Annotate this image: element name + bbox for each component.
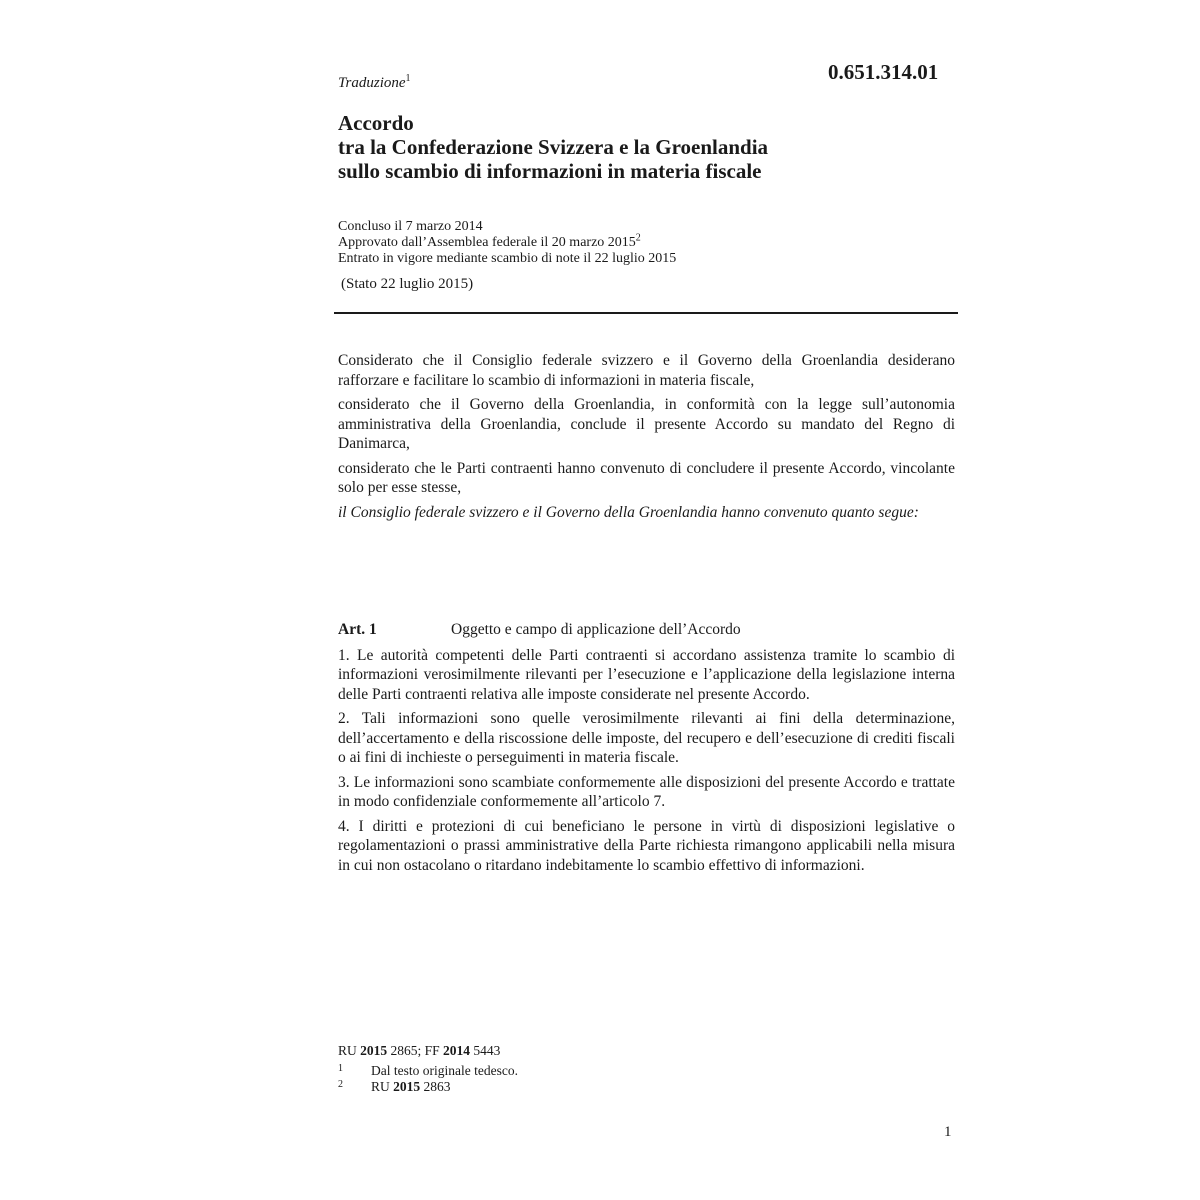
sr-number: 0.651.314.01 bbox=[828, 60, 939, 84]
footnote-number: 2 bbox=[338, 1079, 343, 1090]
footnote-2 bbox=[338, 1079, 955, 1095]
article-paragraph: 3. Le informazioni sono scambiate conformemente alle disposizioni del presente Accordo e trattate in modo confidenziale conformemente all’articolo 7. bbox=[338, 773, 955, 810]
article-number: Art. 1 bbox=[338, 621, 377, 638]
title-line-1: Accordo bbox=[338, 111, 414, 135]
footnotes bbox=[338, 1043, 955, 1095]
preamble-paragraph: considerato che il Governo della Groenlandia, in conformità con la legge sull’autonomia amministrativa della Groenlandia, conclude il presente Accordo su mandato del Regno di Danimarca, bbox=[338, 396, 955, 452]
preamble-conclusion: il Consiglio federale svizzero e il Governo della Groenlandia hanno convenuto quanto segue: bbox=[338, 503, 919, 521]
document-meta bbox=[338, 219, 958, 267]
ff-page: 5443 bbox=[473, 1043, 501, 1058]
footnote-ref-2[interactable]: 2 bbox=[635, 232, 641, 244]
footnote-number: 1 bbox=[338, 1063, 343, 1074]
fn2-year: 2015 bbox=[393, 1079, 421, 1094]
approved-text: Approvato dall’Assemblea federale il 20 marzo 2015 bbox=[338, 235, 636, 250]
fn2-prefix: RU bbox=[371, 1079, 390, 1094]
footnote-ref-1[interactable]: 1 bbox=[405, 73, 411, 84]
article-paragraph: 2. Tali informazioni sono quelle verosimilmente rilevanti ai fini della determinazione, dell’accertamento e della riscossione delle imposte, del recupero e dell’esecuzione di crediti fiscali o ai fini di inchieste o perseguimenti in materia fiscale. bbox=[338, 710, 955, 766]
ff-year: 2014 bbox=[443, 1043, 471, 1058]
ru-page: 2865; FF bbox=[390, 1043, 440, 1058]
preamble bbox=[338, 351, 955, 527]
footnote-1 bbox=[338, 1063, 955, 1079]
translation-label bbox=[338, 75, 411, 92]
title-line-2: tra la Confederazione Svizzera e la Groenlandia bbox=[338, 135, 769, 159]
preamble-paragraph: Considerato che il Consiglio federale svizzero e il Governo della Groenlandia desiderano rafforzare e facilitare lo scambio di informazioni in materia fiscale, bbox=[338, 352, 955, 389]
article-title: Oggetto e campo di applicazione dell’Accordo bbox=[451, 621, 741, 638]
document-title bbox=[338, 111, 958, 183]
article-1 bbox=[338, 620, 955, 880]
approved-date bbox=[338, 232, 958, 251]
publication-reference bbox=[338, 1043, 955, 1059]
status-date: (Stato 22 luglio 2015) bbox=[341, 276, 474, 292]
header-divider bbox=[334, 312, 958, 314]
ru-label: RU bbox=[338, 1043, 357, 1058]
in-force-date: Entrato in vigore mediante scambio di note il 22 luglio 2015 bbox=[338, 251, 677, 266]
title-line-3: sullo scambio di informazioni in materia fiscale bbox=[338, 159, 762, 183]
footnote-text bbox=[371, 1079, 451, 1095]
concluded-date: Concluso il 7 marzo 2014 bbox=[338, 219, 483, 234]
ru-year: 2015 bbox=[360, 1043, 388, 1058]
fn2-page: 2863 bbox=[423, 1079, 451, 1094]
translation-text: Traduzione bbox=[338, 75, 406, 91]
preamble-paragraph: considerato che le Parti contraenti hanno convenuto di concludere il presente Accordo, vincolante solo per esse stesse, bbox=[338, 459, 955, 496]
article-paragraph: 1. Le autorità competenti delle Parti contraenti si accordano assistenza tramite lo scambio di informazioni verosimilmente rilevanti per l’esecuzione e l’applicazione della legislazione interna delle Parti contraenti relativa alle imposte considerate nel presente Accordo. bbox=[338, 646, 955, 703]
page-number: 1 bbox=[944, 1124, 952, 1140]
article-paragraph: 4. I diritti e protezioni di cui beneficiano le persone in virtù di disposizioni legislative o regolamentazioni o prassi amministrative della Parte richiesta rimangono applicabili nella misura in cui non ostacolano o ritardano indebitamente lo scambio effettivo di informazioni. bbox=[338, 817, 955, 874]
article-heading bbox=[338, 620, 955, 640]
footnote-text: Dal testo originale tedesco. bbox=[371, 1063, 518, 1078]
